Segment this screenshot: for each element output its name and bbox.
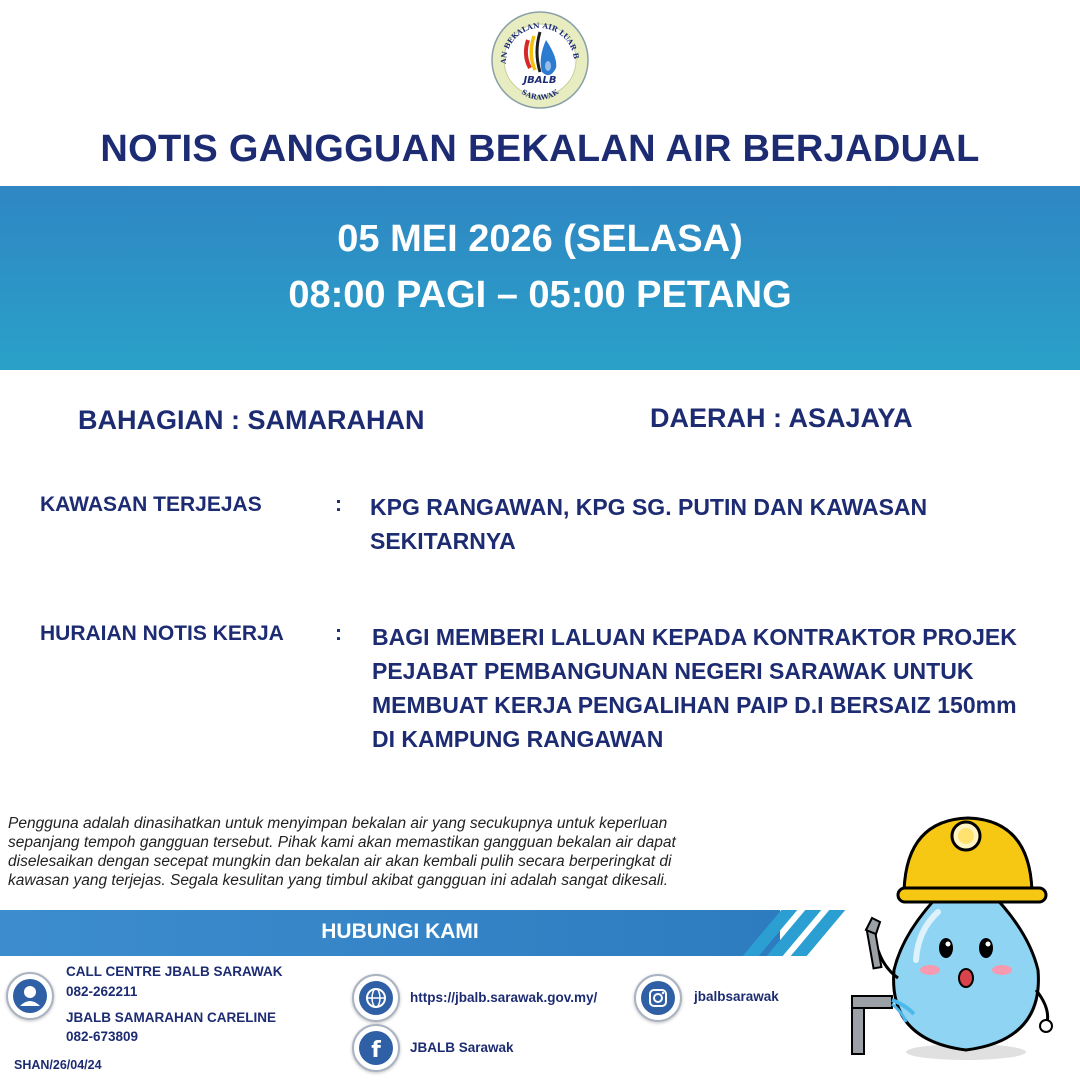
kawasan-separator: :: [335, 493, 342, 516]
advice-line: Pengguna adalah dinasihatkan untuk menyimpan bekalan air yang secukupnya untuk keperluan: [8, 815, 668, 832]
huraian-line: DI KAMPUNG RANGAWAN: [372, 726, 664, 752]
globe-icon: [352, 974, 400, 1022]
water-drop-mascot-icon: [846, 800, 1076, 1062]
website-link[interactable]: https://jbalb.sarawak.gov.my/: [410, 990, 598, 1005]
svg-text:SARAWAK: SARAWAK: [519, 87, 561, 102]
svg-text:JABATAN BEKALAN AIR LUAR BANDA: AN BEKALAN AIR LUAR B: [498, 20, 581, 65]
notice-title: NOTIS GANGGUAN BEKALAN AIR BERJADUAL: [100, 128, 980, 170]
svg-text:f: f: [371, 1038, 381, 1063]
schedule-time: 08:00 PAGI – 05:00 PETANG: [288, 274, 792, 316]
kawasan-label: KAWASAN TERJEJAS: [40, 493, 262, 516]
reference-code: SHAN/26/04/24: [14, 1058, 102, 1072]
jbalb-logo: [490, 10, 590, 110]
facebook-icon: [352, 1024, 400, 1072]
huraian-separator: :: [335, 622, 342, 645]
advice-text: [8, 814, 788, 890]
advice-line: diselesaikan dengan secepat mungkin dan bekalan air akan kembali pulih secara berperingkat di: [8, 853, 672, 870]
logo-abbrev: JBALB: [523, 75, 557, 86]
huraian-label: HURAIAN NOTIS KERJA: [40, 622, 284, 645]
contact-title: HUBUNGI KAMI: [321, 920, 479, 943]
kawasan-line: SEKITARNYA: [370, 528, 516, 554]
advice-line: sepanjang tempoh gangguan tersebut. Pihak kami akan memastikan gangguan bekalan air dapat: [8, 834, 676, 851]
careline-label: JBALB SAMARAHAN CARELINE: [66, 1010, 277, 1025]
careline-phone[interactable]: 082-673809: [66, 1029, 139, 1044]
call-centre-phone[interactable]: 082-262211: [66, 984, 138, 999]
huraian-value: [372, 620, 1017, 756]
facebook-link[interactable]: JBALB Sarawak: [410, 1040, 514, 1055]
huraian-line: PEJABAT PEMBANGUNAN NEGERI SARAWAK UNTUK: [372, 658, 974, 684]
bahagian-label: BAHAGIAN : SAMARAHAN: [78, 405, 425, 435]
huraian-line: BAGI MEMBERI LALUAN KEPADA KONTRAKTOR PROJEK: [372, 624, 1017, 650]
kawasan-value: [370, 490, 927, 558]
kawasan-line: KPG RANGAWAN, KPG SG. PUTIN DAN KAWASAN: [370, 494, 928, 520]
huraian-line: MEMBUAT KERJA PENGALIHAN PAIP D.I BERSAIZ 150mm: [372, 692, 1017, 718]
advice-line: kawasan yang terjejas. Segala kesulitan yang timbul akibat gangguan ini adalah sangat dikesali.: [8, 872, 669, 889]
user-icon: [6, 972, 54, 1020]
schedule-date: 05 MEI 2026 (SELASA): [337, 218, 743, 260]
daerah-label: DAERAH : ASAJAYA: [650, 403, 913, 433]
instagram-icon: [634, 974, 682, 1022]
instagram-link[interactable]: jbalbsarawak: [694, 989, 779, 1004]
call-centre-label: CALL CENTRE JBALB SARAWAK: [66, 964, 283, 979]
